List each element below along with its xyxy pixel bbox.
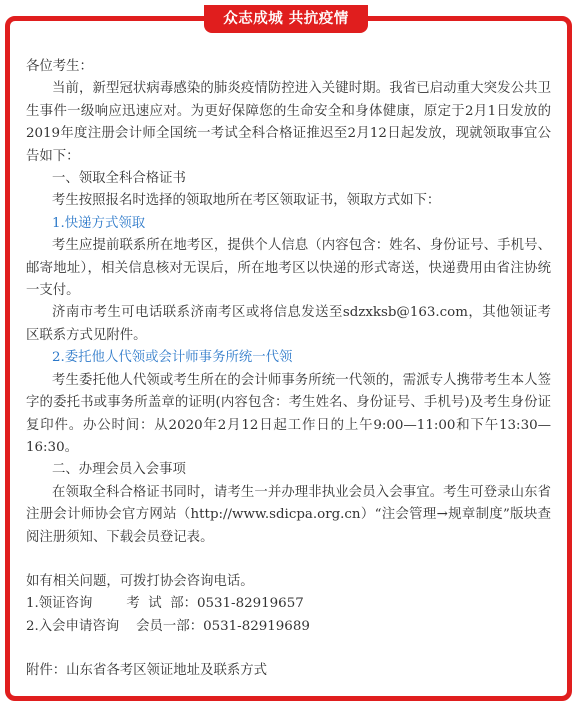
notice-body xyxy=(26,56,551,683)
section1-text: 考生按照报名时选择的领取地所在考区领取证书，领取方式如下： xyxy=(52,193,441,209)
method2-title: 2.委托他人代领或会计师事务所统一代领 xyxy=(52,350,293,366)
section2-title: 二、办理会员入会事项 xyxy=(52,462,186,478)
contact-line: 2.入会申请咨询 会员一部：0531-82919689 xyxy=(26,618,310,634)
jinan-note: 济南市考生可电话联系济南考区或将信息发送至sdzxksb@163.com，其他领证考区联系方式见附件。 xyxy=(26,305,551,343)
greeting: 各位考生： xyxy=(26,59,93,74)
contact-intro: 如有相关问题，可拨打协会咨询电话。 xyxy=(26,573,254,589)
contact-line: 1.领证咨询 考 试 部：0531-82919657 xyxy=(26,596,304,612)
spacer xyxy=(26,638,551,660)
notice-banner: 众志成城 共抗疫情 xyxy=(204,5,368,33)
attachment-note: 附件：山东省各考区领证地址及联系方式 xyxy=(26,663,268,679)
method2-text: 考生委托他人代领或考生所在的会计师事务所统一代领的，需派专人携带考生本人签字的委托书或事务所盖章的证明(内容包含：考生姓名、身份证号、手机号)及考生身份证复印件。办公时间：从2020年2月12日起工作日的上午9:00—11:00和下午13:30—16:30。 xyxy=(26,372,551,455)
method1-text: 考生应提前联系所在地考区，提供个人信息（内容包含：姓名、身份证号、手机号、邮寄地址），相关信息核对无误后，所在地考区以快递的形式寄送，快递费用由省注协统一支付。 xyxy=(26,238,551,299)
section1-title: 一、领取全科合格证书 xyxy=(52,171,186,187)
intro-paragraph: 当前，新型冠状病毒感染的肺炎疫情防控进入关键时期。我省已启动重大突发公共卫生事件一级响应迅速应对。为更好保障您的生命安全和身体健康，原定于2月1日发放的2019年度注册会计师全国统一考试全科合格证推迟至2月12日起发放，现就领取事宜公告如下： xyxy=(26,81,551,164)
spacer xyxy=(26,549,551,571)
section2-text: 在领取全科合格证书同时，请考生一并办理非执业会员入会事宜。考生可登录山东省注册会计师协会官方网站（http://www.sdicpa.org.cn）“注会管理→规章制度”版块查阅注册须知、下载会员登记表。 xyxy=(26,484,551,545)
method1-title: 1.快递方式领取 xyxy=(52,215,146,231)
